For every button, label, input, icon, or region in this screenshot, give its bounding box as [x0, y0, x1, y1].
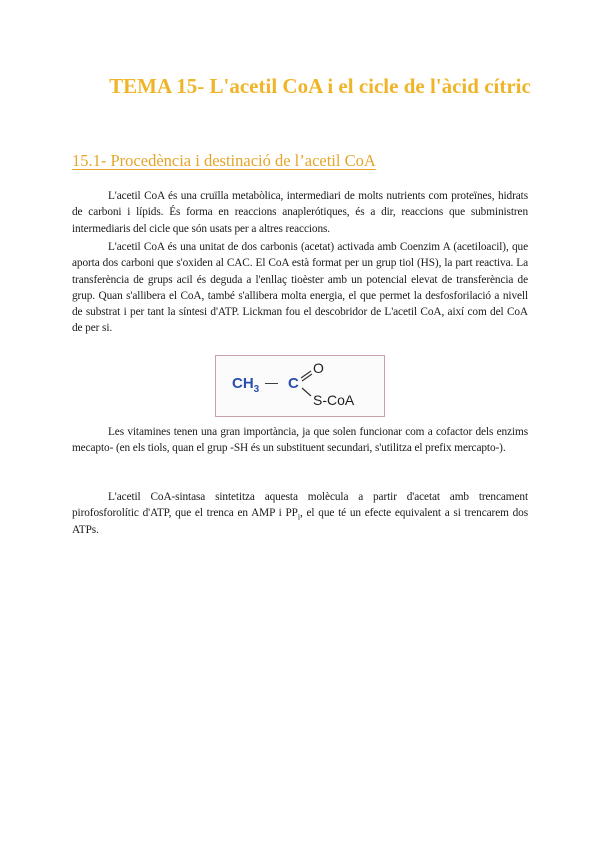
paragraph-synthase-text-1: L'acetil CoA-sintasa sintetitza aquesta molècula a partir d'acetat amb trencament pirofosforolític d'ATP, que el trenca en AMP i PP: [72, 491, 528, 520]
ch3-text: CH: [232, 375, 254, 392]
thioester-bond-line: [302, 388, 311, 396]
ch3-group-label: [232, 375, 260, 395]
carbonyl-carbon-label: C: [288, 375, 299, 392]
paragraph-structure: L'acetil CoA és una unitat de dos carbonis (acetat) activada amb Coenzim A (acetiloacil), que aporta dos carboni que s'oxiden al CAC. El CoA està format per un grup tiol (HS), la part reactiva. La transferència de grups acil és deguda a l'enllaç tioèster amb un potencial elevat de transferència de grup. Quan s'allibera el CoA, també s'allibera molta energia, el que permet la desfosforilació a nivell de substrat i per tant la síntesi d'ATP. Lickman fou el descobridor de L'acetil CoA, així com del CoA de per si.: [72, 241, 528, 335]
acetyl-coa-structure-diagram: [216, 356, 386, 418]
ch3-subscript: 3: [253, 384, 260, 395]
scoa-label: S-CoA: [313, 392, 355, 408]
paragraph-synthase: [72, 489, 528, 538]
page-title: TEMA 15- L'acetil CoA i el cicle de l'àcid cítric: [109, 74, 531, 98]
paragraph-vitamins: Les vitamines tenen una gran importància, ja que solen funcionar com a cofactor dels enzims mecapto- (en els tiols, quan el grup -SH és un substituent secundari, s'utilitza el prefix mercapto-).: [72, 426, 528, 455]
acetyl-coa-structure-figure: [215, 355, 385, 417]
ppi-subscript: i: [297, 512, 300, 522]
single-bond-label: —: [265, 375, 278, 390]
paragraph-intro: L'acetil CoA és una cruïlla metabòlica, intermediari de molts nutrients com proteïnes, hidrats de carboni i lípids. És forma en reaccions anaplerótiques, és a dir, reaccions que subministren intermediaris del cicle que són usats per a altres reaccions.: [72, 190, 528, 235]
double-bond-line-2: [302, 374, 312, 381]
paragraph-synthase-text-2: , el que té un efecte equivalent a si trencarem dos ATPs.: [72, 507, 528, 536]
section-heading: 15.1- Procedència i destinació de l’acetil CoA: [72, 151, 376, 170]
oxygen-label: O: [313, 360, 324, 376]
double-bond-line-1: [301, 371, 311, 378]
